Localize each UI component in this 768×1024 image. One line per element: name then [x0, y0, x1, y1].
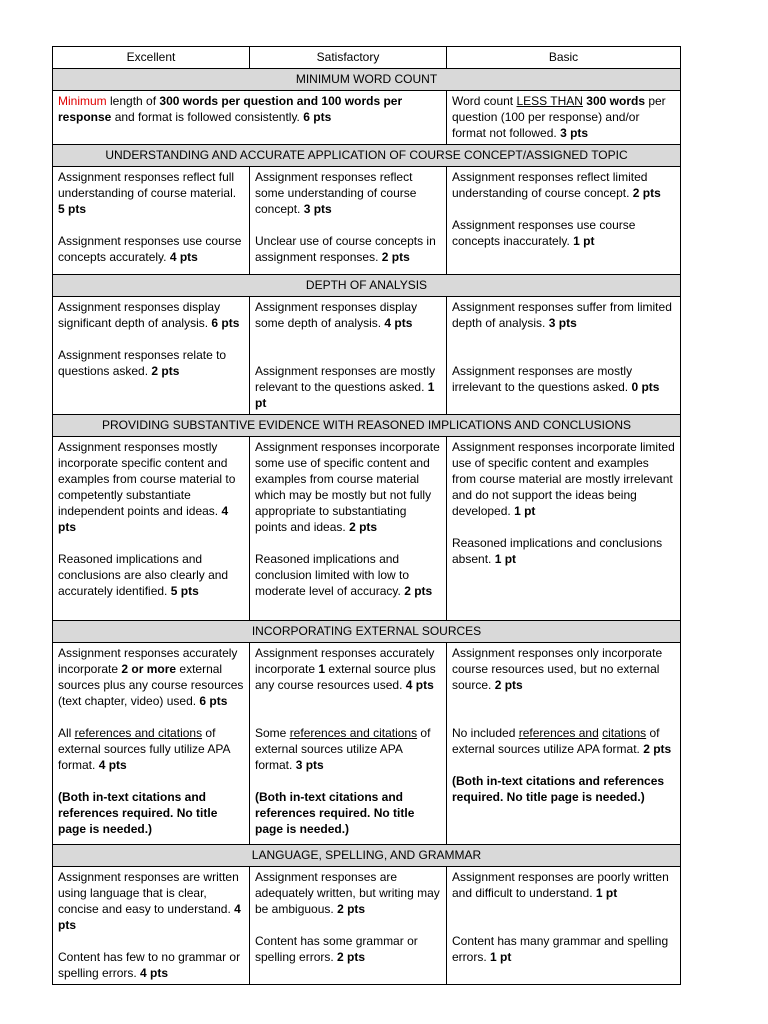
cell-text: Content has some grammar or spelling errors.: [255, 934, 418, 964]
points: 5 pts: [170, 584, 199, 598]
cell-text: Assignment responses accurately incorporate: [255, 646, 435, 676]
language-satisfactory-cell: [250, 867, 447, 985]
points: 2 pts: [151, 364, 180, 378]
underlined-text: references and citations: [289, 726, 418, 740]
underlined-text: references and citations: [74, 726, 203, 740]
understanding-row: [53, 167, 681, 275]
cell-text: Assignment responses incorporate limited use of specific content and examples from course material are mostly irrelevant and do not support the ideas being developed.: [452, 440, 675, 518]
rubric-table: [52, 46, 681, 985]
cell-text: No included: [452, 726, 519, 740]
cell-text: Assignment responses display significant depth of analysis.: [58, 300, 221, 330]
depth-basic-cell: [447, 297, 681, 415]
underlined-text: references and: [518, 726, 599, 740]
cell-text: Assignment responses are written using language that is clear, concise and easy to understand.: [58, 870, 239, 916]
bold-text: 1: [318, 662, 326, 676]
points: 4 pts: [58, 902, 241, 932]
points: 2 pts: [404, 584, 433, 598]
cell-text: Assignment responses use course concepts accurately.: [58, 234, 242, 264]
cell-text: Assignment responses are poorly written and difficult to understand.: [452, 870, 669, 900]
underlined-text: citations: [602, 726, 647, 740]
points: 2 pts: [337, 950, 366, 964]
column-header-excellent: Excellent: [53, 47, 250, 69]
cell-text: All: [58, 726, 75, 740]
cell-text: Some: [255, 726, 290, 740]
cell-text: Assignment responses reflect limited understanding of course concept.: [452, 170, 648, 200]
points: 2 pts: [381, 250, 410, 264]
points: 2 pts: [349, 520, 378, 534]
section-title-language: LANGUAGE, SPELLING, AND GRAMMAR: [53, 845, 681, 867]
depth-satisfactory-cell: [250, 297, 447, 415]
cell-text: Assignment responses are mostly irrelevant to the questions asked.: [452, 364, 633, 394]
points: 1 pt: [595, 886, 618, 900]
citation-note: (Both in-text citations and references required. No title page is needed.): [452, 774, 665, 804]
points: 3 pts: [560, 126, 589, 140]
cell-text: Assignment responses are mostly relevant to the questions asked.: [255, 364, 436, 394]
cell-text: of external sources utilize APA format.: [452, 726, 660, 756]
language-basic-cell: [447, 867, 681, 985]
bold-text: 300 words per question and 100 words per response: [58, 94, 403, 124]
cell-text: Assignment responses relate to questions asked.: [58, 348, 227, 378]
depth-excellent-cell: [53, 297, 250, 415]
cell-text: Assignment responses only incorporate course resources used, but no external source.: [452, 646, 663, 692]
column-header-satisfactory: Satisfactory: [250, 47, 447, 69]
evidence-row: [53, 437, 681, 621]
cell-text: of external sources fully utilize APA format.: [58, 726, 230, 772]
cell-text: Content has many grammar and spelling errors.: [452, 934, 669, 964]
points: 1 pt: [494, 552, 517, 566]
bold-text: 2 or more: [121, 662, 177, 676]
bold-text: 300 words: [586, 94, 645, 108]
points: 3 pts: [548, 316, 577, 330]
points: 4 pts: [140, 966, 169, 980]
points: 5 pts: [58, 202, 87, 216]
understanding-basic-cell: [447, 167, 681, 275]
cell-text: of external sources utilize APA format.: [255, 726, 431, 772]
language-row: [53, 867, 681, 985]
column-header-basic: Basic: [447, 47, 681, 69]
cell-text: Content has few to no grammar or spelling errors.: [58, 950, 241, 980]
cell-text: external sources plus any course resources (text chapter, video) used.: [58, 662, 244, 708]
word-count-basic-cell: [447, 91, 681, 145]
points: 1 pt: [490, 950, 512, 964]
word-count-excellent-cell: [53, 91, 447, 145]
points: 1 pt: [255, 380, 435, 410]
points: 1 pt: [514, 504, 536, 518]
cell-text: per question (100 per response) and/or format not followed.: [452, 94, 666, 140]
cell-text: Reasoned implications and conclusions are also clearly and accurately identified.: [58, 552, 229, 598]
points: 6 pts: [211, 316, 240, 330]
language-excellent-cell: [53, 867, 250, 985]
cell-text: Assignment responses reflect some understanding of course concept.: [255, 170, 417, 216]
external-satisfactory-cell: [250, 643, 447, 845]
cell-text: Assignment responses suffer from limited depth of analysis.: [452, 300, 672, 330]
points: 2 pts: [494, 678, 523, 692]
understanding-satisfactory-cell: [250, 167, 447, 275]
minimum-label: Minimum: [58, 94, 107, 108]
points: 6 pts: [303, 110, 332, 124]
cell-text: Assignment responses use course concepts inaccurately.: [452, 218, 636, 248]
points: 4 pts: [58, 504, 229, 534]
points: 2 pts: [643, 742, 672, 756]
cell-text: Assignment responses display some depth of analysis.: [255, 300, 418, 330]
word-count-row: [53, 91, 681, 145]
cell-text: Unclear use of course concepts in assignment responses.: [255, 234, 436, 264]
points: 3 pts: [303, 202, 332, 216]
points: 6 pts: [199, 694, 228, 708]
section-title-depth: DEPTH OF ANALYSIS: [53, 275, 681, 297]
section-title-word-count: MINIMUM WORD COUNT: [53, 69, 681, 91]
cell-text: length of: [106, 94, 160, 108]
cell-text: Assignment responses incorporate some use of specific content and examples from course material which may be mostly but not fully appropriate to substantiating points and ideas.: [255, 440, 440, 534]
depth-row: [53, 297, 681, 415]
cell-text: Assignment responses reflect full understanding of course material.: [58, 170, 237, 200]
points: 2 pts: [632, 186, 661, 200]
section-title-evidence: PROVIDING SUBSTANTIVE EVIDENCE WITH REASONED IMPLICATIONS AND CONCLUSIONS: [53, 415, 681, 437]
cell-text: Assignment responses accurately incorporate: [58, 646, 238, 676]
points: 4 pts: [405, 678, 434, 692]
citation-note: (Both in-text citations and references required. No title page is needed.): [58, 790, 218, 836]
external-excellent-cell: [53, 643, 250, 845]
understanding-excellent-cell: [53, 167, 250, 275]
section-title-external: INCORPORATING EXTERNAL SOURCES: [53, 621, 681, 643]
evidence-satisfactory-cell: [250, 437, 447, 621]
cell-text: Reasoned implications and conclusions absent.: [452, 536, 663, 566]
citation-note: (Both in-text citations and references required. No title page is needed.): [255, 790, 415, 836]
points: 3 pts: [295, 758, 324, 772]
underlined-text: LESS THAN: [516, 94, 583, 108]
cell-text: and format is followed consistently.: [111, 110, 304, 124]
evidence-excellent-cell: [53, 437, 250, 621]
points: 4 pts: [384, 316, 413, 330]
cell-text: Word count: [452, 94, 517, 108]
cell-text: Assignment responses are adequately written, but writing may be ambiguous.: [255, 870, 440, 916]
points: 2 pts: [337, 902, 366, 916]
points: 1 pt: [573, 234, 595, 248]
evidence-basic-cell: [447, 437, 681, 621]
cell-text: Assignment responses mostly incorporate specific content and examples from course material to competently substantiate independent points and ideas.: [58, 440, 236, 518]
cell-text: Reasoned implications and conclusion limited with low to moderate level of accuracy.: [255, 552, 410, 598]
external-basic-cell: [447, 643, 681, 845]
section-title-understanding: UNDERSTANDING AND ACCURATE APPLICATION OF COURSE CONCEPT/ASSIGNED TOPIC: [53, 145, 681, 167]
points: 4 pts: [169, 250, 198, 264]
points: 4 pts: [98, 758, 127, 772]
external-row: [53, 643, 681, 845]
points: 0 pts: [631, 380, 660, 394]
cell-text: external source plus any course resources used.: [255, 662, 436, 692]
column-header-row: [53, 47, 681, 69]
